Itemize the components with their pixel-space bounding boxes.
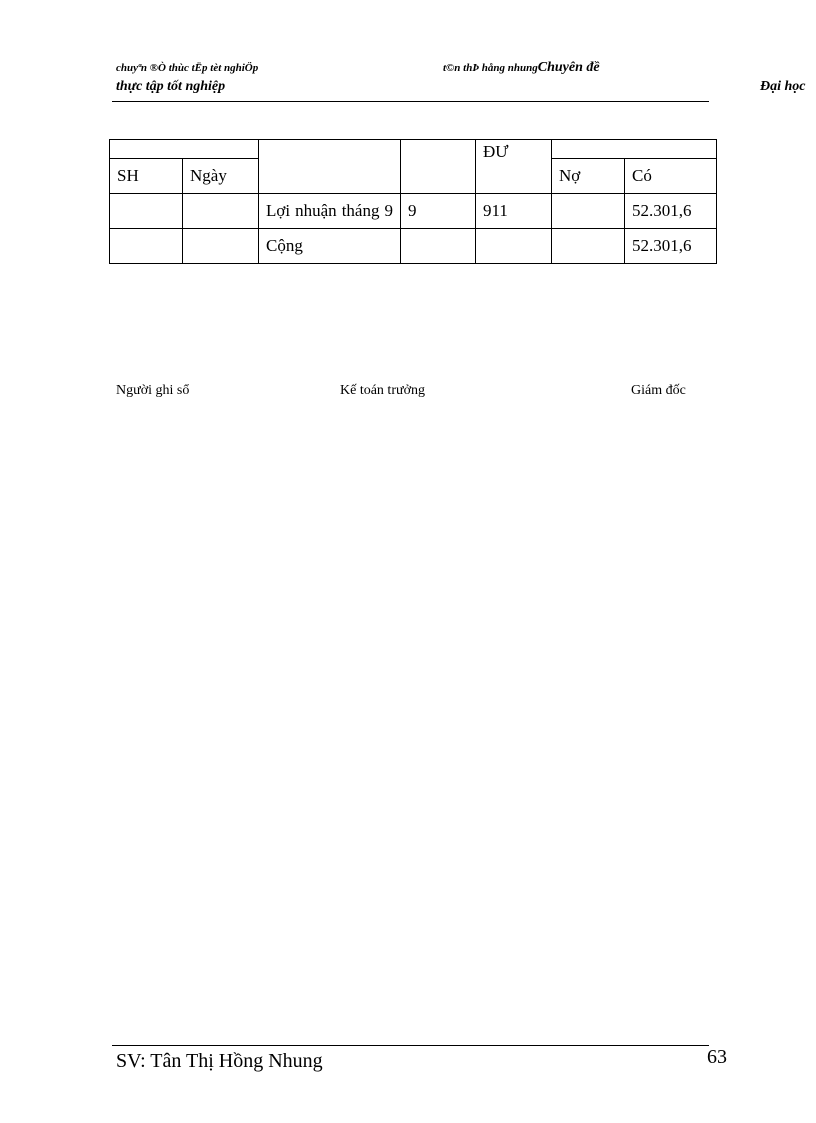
cell-ngay xyxy=(183,229,259,264)
table-row xyxy=(110,229,717,264)
cell-col4 xyxy=(401,229,476,264)
footer-rule xyxy=(112,1045,709,1046)
header-author: t©n thÞ hång nhung xyxy=(443,62,538,74)
cell-co: 52.301,6 xyxy=(625,229,717,264)
header-cell-sotien xyxy=(552,140,717,159)
cell-du xyxy=(476,229,552,264)
signature-recorder: Người ghi sổ xyxy=(116,383,190,398)
ledger-table xyxy=(109,139,717,264)
cell-co: 52.301,6 xyxy=(625,194,717,229)
cell-col4: 9 xyxy=(401,194,476,229)
cell-dien-giai: Cộng xyxy=(259,229,401,264)
page-number: 63 xyxy=(707,1046,727,1068)
cell-no xyxy=(552,229,625,264)
signature-director: Giám đốc xyxy=(631,383,686,398)
cell-sh xyxy=(110,194,183,229)
cell-sh xyxy=(110,229,183,264)
table-row xyxy=(110,194,717,229)
cell-no xyxy=(552,194,625,229)
header-rule xyxy=(112,101,709,102)
header-right: Đại học xyxy=(760,79,806,94)
header-cell-co: Có xyxy=(625,159,717,194)
header-cell-chungtu xyxy=(110,140,259,159)
header-cell-col4 xyxy=(401,140,476,194)
header-title: Chuyên đề xyxy=(537,60,600,75)
signature-chief-accountant: Kế toán trưởng xyxy=(340,383,425,398)
header-cell-ngay: Ngày xyxy=(183,159,259,194)
table-header-row-1 xyxy=(110,140,717,159)
header-cell-no: Nợ xyxy=(552,159,625,194)
header-middle xyxy=(443,58,600,76)
cell-du: 911 xyxy=(476,194,552,229)
header-cell-diengiai xyxy=(259,140,401,194)
cell-ngay xyxy=(183,194,259,229)
footer-student-name: SV: Tân Thị Hồng Nhung xyxy=(116,1050,323,1072)
cell-dien-giai: Lợi nhuận tháng 9 xyxy=(259,194,401,229)
header-cell-sh: SH xyxy=(110,159,183,194)
header-left-top: chuyªn ®Ò thùc tËp tèt nghiÖp xyxy=(116,62,259,74)
header-cell-du: ĐƯ xyxy=(476,140,552,194)
header-subtitle: thực tập tốt nghiệp xyxy=(116,79,226,94)
